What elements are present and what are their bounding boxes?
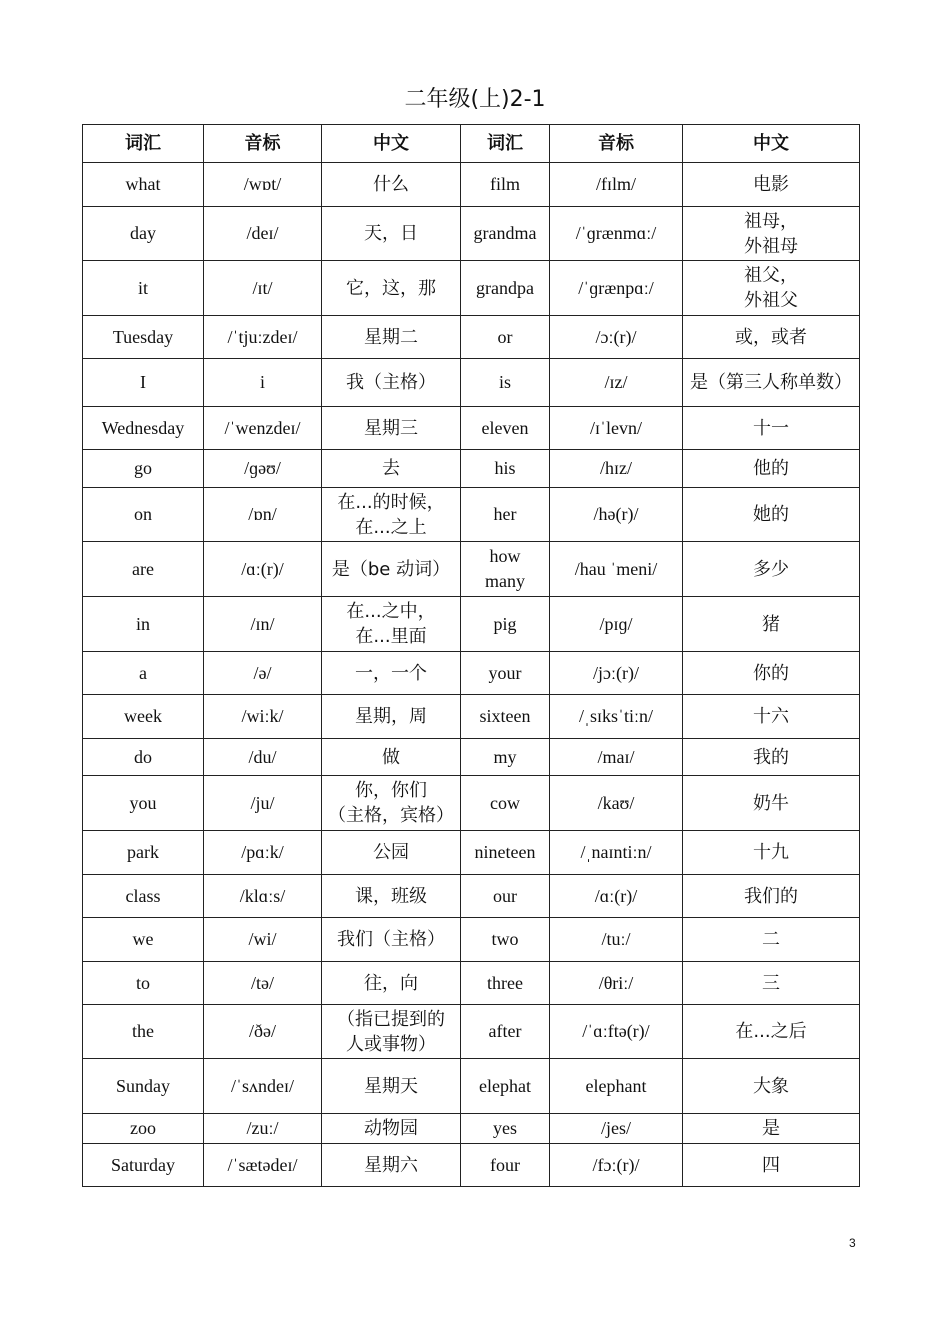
cell-phonetic: /jɔː(r)/	[550, 652, 683, 695]
cell-chinese: 我们（主格）	[322, 918, 461, 962]
cell-chinese: 是（第三人称单数）	[683, 359, 860, 407]
cell-phonetic: /θriː/	[550, 962, 683, 1005]
cell-chinese: 做	[322, 739, 461, 776]
cell-phonetic: /tuː/	[550, 918, 683, 962]
cell-chinese: 星期二	[322, 316, 461, 359]
cell-chinese: 我的	[683, 739, 860, 776]
table-row	[83, 1005, 860, 1059]
cell-chinese: 十九	[683, 831, 860, 875]
cell-word: Sunday	[83, 1059, 204, 1114]
cell-chinese: 一，一个	[322, 652, 461, 695]
table-row	[83, 597, 860, 652]
cell-phonetic: /ə/	[204, 652, 322, 695]
cell-phonetic: /du/	[204, 739, 322, 776]
cell-phonetic: /ɑː(r)/	[550, 875, 683, 918]
cell-chinese: 它，这，那	[322, 261, 461, 316]
table-row	[83, 359, 860, 407]
cell-word: our	[461, 875, 550, 918]
cell-phonetic: /hɪz/	[550, 450, 683, 488]
cell-word: her	[461, 488, 550, 542]
cell-chinese: 猪	[683, 597, 860, 652]
table-row	[83, 163, 860, 207]
cell-chinese: （指已提到的 人或事物）	[322, 1005, 461, 1059]
page-number: 3	[849, 1236, 856, 1250]
column-header-phonetic: 音标	[204, 125, 322, 163]
cell-word: grandma	[461, 207, 550, 261]
cell-chinese: 她的	[683, 488, 860, 542]
cell-chinese: 祖母， 外祖母	[683, 207, 860, 261]
cell-phonetic: /deɪ/	[204, 207, 322, 261]
table-row	[83, 962, 860, 1005]
cell-phonetic: /ˈɑːftə(r)/	[550, 1005, 683, 1059]
cell-phonetic: /ˈɡrænpɑː/	[550, 261, 683, 316]
cell-phonetic: /ɪt/	[204, 261, 322, 316]
cell-chinese: 四	[683, 1144, 860, 1187]
cell-word: go	[83, 450, 204, 488]
cell-chinese: 二	[683, 918, 860, 962]
cell-chinese: 或，或者	[683, 316, 860, 359]
cell-chinese: 多少	[683, 542, 860, 597]
cell-word: grandpa	[461, 261, 550, 316]
cell-word: Tuesday	[83, 316, 204, 359]
cell-phonetic: /fɔː(r)/	[550, 1144, 683, 1187]
cell-word: eleven	[461, 407, 550, 450]
cell-word: Saturday	[83, 1144, 204, 1187]
cell-chinese: 星期六	[322, 1144, 461, 1187]
table-row	[83, 261, 860, 316]
cell-word: your	[461, 652, 550, 695]
cell-chinese: 星期，周	[322, 695, 461, 739]
cell-word: zoo	[83, 1114, 204, 1144]
cell-word: it	[83, 261, 204, 316]
cell-word: four	[461, 1144, 550, 1187]
cell-word: day	[83, 207, 204, 261]
cell-word: after	[461, 1005, 550, 1059]
cell-chinese: 去	[322, 450, 461, 488]
cell-word: you	[83, 776, 204, 831]
cell-phonetic: /hau ˈmeni/	[550, 542, 683, 597]
cell-word: three	[461, 962, 550, 1005]
cell-chinese: 十六	[683, 695, 860, 739]
table-row	[83, 207, 860, 261]
cell-phonetic: /pɪɡ/	[550, 597, 683, 652]
cell-word: two	[461, 918, 550, 962]
cell-chinese: 动物园	[322, 1114, 461, 1144]
cell-word: film	[461, 163, 550, 207]
cell-chinese: 你的	[683, 652, 860, 695]
table-row	[83, 831, 860, 875]
cell-phonetic: /klɑːs/	[204, 875, 322, 918]
column-header-chinese: 中文	[683, 125, 860, 163]
cell-word: week	[83, 695, 204, 739]
cell-word: park	[83, 831, 204, 875]
cell-word: is	[461, 359, 550, 407]
cell-word: Wednesday	[83, 407, 204, 450]
cell-phonetic: /ˈsʌndeɪ/	[204, 1059, 322, 1114]
table-row	[83, 407, 860, 450]
column-header-word: 词汇	[83, 125, 204, 163]
cell-chinese: 三	[683, 962, 860, 1005]
table-row	[83, 652, 860, 695]
table-row	[83, 776, 860, 831]
cell-word: in	[83, 597, 204, 652]
cell-chinese: 电影	[683, 163, 860, 207]
cell-word: to	[83, 962, 204, 1005]
table-row	[83, 1144, 860, 1187]
cell-word: sixteen	[461, 695, 550, 739]
cell-phonetic: /ju/	[204, 776, 322, 831]
cell-chinese: 大象	[683, 1059, 860, 1114]
cell-phonetic: /ˈsætədeɪ/	[204, 1144, 322, 1187]
cell-word: what	[83, 163, 204, 207]
cell-phonetic: /maɪ/	[550, 739, 683, 776]
cell-chinese: 星期天	[322, 1059, 461, 1114]
cell-word: my	[461, 739, 550, 776]
cell-phonetic: /ˈtjuːzdeɪ/	[204, 316, 322, 359]
cell-chinese: 十一	[683, 407, 860, 450]
cell-phonetic: /ˌnaɪntiːn/	[550, 831, 683, 875]
cell-chinese: 星期三	[322, 407, 461, 450]
cell-phonetic: /tə/	[204, 962, 322, 1005]
cell-phonetic: /ˈwenzdeɪ/	[204, 407, 322, 450]
cell-chinese: 你，你们 （主格，宾格）	[322, 776, 461, 831]
cell-phonetic: /hə(r)/	[550, 488, 683, 542]
cell-chinese: 是	[683, 1114, 860, 1144]
table-row	[83, 875, 860, 918]
cell-word: the	[83, 1005, 204, 1059]
table-row	[83, 739, 860, 776]
cell-word: elephat	[461, 1059, 550, 1114]
column-header-chinese: 中文	[322, 125, 461, 163]
table-row	[83, 1059, 860, 1114]
table-row	[83, 1114, 860, 1144]
cell-phonetic: /ɡəʊ/	[204, 450, 322, 488]
cell-chinese: 天，日	[322, 207, 461, 261]
cell-chinese: 公园	[322, 831, 461, 875]
cell-phonetic: /kaʊ/	[550, 776, 683, 831]
cell-word: do	[83, 739, 204, 776]
table-row	[83, 488, 860, 542]
cell-word: I	[83, 359, 204, 407]
cell-word: on	[83, 488, 204, 542]
table-row	[83, 450, 860, 488]
cell-word: nineteen	[461, 831, 550, 875]
cell-chinese: 他的	[683, 450, 860, 488]
cell-word: or	[461, 316, 550, 359]
vocabulary-table	[82, 124, 860, 1187]
cell-chinese: 奶牛	[683, 776, 860, 831]
cell-word: class	[83, 875, 204, 918]
cell-word: a	[83, 652, 204, 695]
page-title: 二年级(上)2-1	[404, 87, 546, 112]
cell-word: are	[83, 542, 204, 597]
cell-phonetic: /ɑː(r)/	[204, 542, 322, 597]
cell-phonetic: i	[204, 359, 322, 407]
cell-phonetic: /ɔː(r)/	[550, 316, 683, 359]
cell-phonetic: /ɪˈlevn/	[550, 407, 683, 450]
table-row	[83, 316, 860, 359]
cell-word: yes	[461, 1114, 550, 1144]
cell-phonetic: /pɑːk/	[204, 831, 322, 875]
cell-phonetic: /ˌsɪksˈtiːn/	[550, 695, 683, 739]
cell-chinese: 祖父， 外祖父	[683, 261, 860, 316]
cell-chinese: 我们的	[683, 875, 860, 918]
cell-word: we	[83, 918, 204, 962]
cell-phonetic: /ɪn/	[204, 597, 322, 652]
column-header-word: 词汇	[461, 125, 550, 163]
cell-chinese: 在...的时候， 在...之上	[322, 488, 461, 542]
cell-chinese: 是（be 动词）	[322, 542, 461, 597]
table-row	[83, 695, 860, 739]
cell-phonetic: /jes/	[550, 1114, 683, 1144]
cell-phonetic: /ðə/	[204, 1005, 322, 1059]
cell-phonetic: /wiːk/	[204, 695, 322, 739]
cell-phonetic: /ˈɡrænmɑː/	[550, 207, 683, 261]
cell-chinese: 往，向	[322, 962, 461, 1005]
cell-word: how many	[461, 542, 550, 597]
table-header-row	[83, 125, 860, 163]
cell-chinese: 我（主格）	[322, 359, 461, 407]
cell-phonetic: /wi/	[204, 918, 322, 962]
cell-chinese: 课，班级	[322, 875, 461, 918]
column-header-phonetic: 音标	[550, 125, 683, 163]
cell-phonetic: /fɪlm/	[550, 163, 683, 207]
cell-chinese: 在...之中， 在...里面	[322, 597, 461, 652]
table-row	[83, 542, 860, 597]
cell-chinese: 什么	[322, 163, 461, 207]
cell-phonetic: elephant	[550, 1059, 683, 1114]
cell-phonetic: /wɒt/	[204, 163, 322, 207]
cell-phonetic: /ɒn/	[204, 488, 322, 542]
table-row	[83, 918, 860, 962]
cell-phonetic: /ɪz/	[550, 359, 683, 407]
cell-phonetic: /zuː/	[204, 1114, 322, 1144]
cell-word: his	[461, 450, 550, 488]
cell-word: cow	[461, 776, 550, 831]
cell-word: pig	[461, 597, 550, 652]
cell-chinese: 在...之后	[683, 1005, 860, 1059]
